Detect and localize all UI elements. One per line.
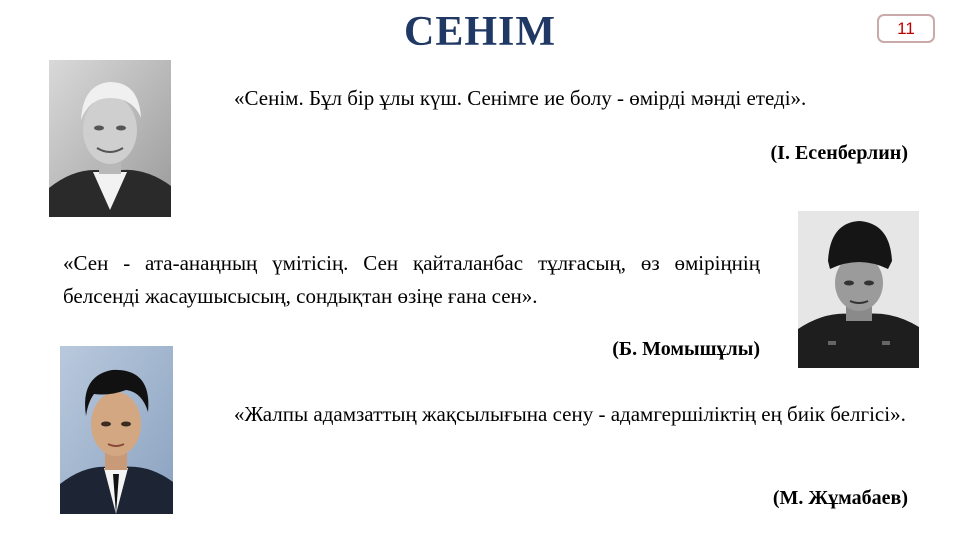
quote-text-3: «Жалпы адамзаттың жақсылығына сену - адамгершіліктің ең биік белгісі». — [234, 402, 906, 426]
page-number-badge: 11 — [877, 14, 935, 43]
portrait-zhumabaev — [60, 346, 173, 514]
portrait-esenberlin — [49, 60, 171, 217]
quote-author-3: (М. Жұмабаев) — [772, 487, 908, 509]
quote-author-2: (Б. Момышұлы) — [612, 338, 760, 360]
quote-text-2: «Сен - ата-анаңның үмітісің. Сен қайталанбас тұлғасың, өз өміріңнің белсенді жасаушысысың, сондықтан өзіңе ғана сен». — [63, 251, 760, 308]
portrait-momyshuly — [798, 211, 919, 368]
quote-author-1: (І. Есенберлин) — [770, 142, 908, 164]
quote-text-1: «Сенім. Бұл бір ұлы күш. Сенімге ие болу - өмірді мәнді етеді». — [234, 86, 807, 110]
slide-title: СЕНІМ — [404, 9, 556, 55]
